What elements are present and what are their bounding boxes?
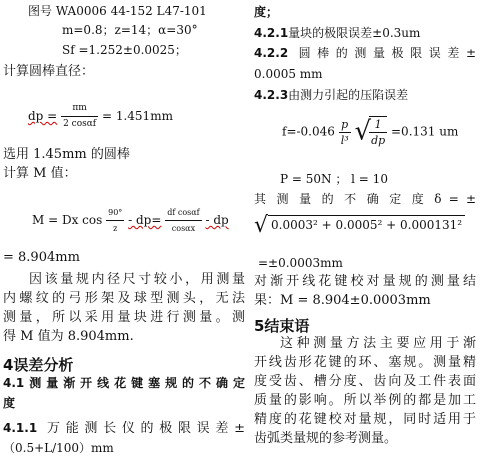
calc-diameter-heading: 计算圆棒直径： xyxy=(3,64,95,79)
para-line: 内螺纹的弓形架及球型测头，无法 xyxy=(3,291,245,306)
m-eq-fraction2 xyxy=(165,205,201,236)
section-4-heading: 4误差分析 xyxy=(3,356,74,374)
m-eq-lhs: M = Dx cos xyxy=(32,213,103,227)
result-line: 果：M = 8.904±0.0003mm xyxy=(254,293,431,308)
uncertainty-result: =±0.0003mm xyxy=(258,256,343,270)
section-4-1-heading xyxy=(3,376,245,411)
para-line: 这种测量方法主要应用于渐 xyxy=(280,336,476,351)
f-eq-root-fraction xyxy=(369,116,387,148)
m-eq-frac1-den: z xyxy=(113,224,118,233)
f-eq-p-fraction xyxy=(339,117,351,148)
f-eq-p-den: l³ xyxy=(340,133,349,147)
figure-number: 图号 WA0006 44-152 L47-101 xyxy=(28,4,207,18)
para-line: 因该量规内径尺寸较小，用测量 xyxy=(29,272,245,287)
dp-numerator: πm xyxy=(61,101,98,117)
dp-equation xyxy=(28,101,173,132)
m-eq-frac1-num: 90° xyxy=(106,205,124,221)
para-line: 度受齿、槽分度、齿向及工件表面 xyxy=(254,374,476,389)
dp-denominator: 2 cosαf xyxy=(63,119,97,129)
dp-rhs: = 1.451mm xyxy=(101,109,173,123)
section-4-2-2-line1: 4.2.2 圆棒的测量极限误差± xyxy=(254,46,476,60)
m-eq-frac2-den: cosαx xyxy=(171,224,196,233)
para-line: 得 M 值为 8.904mm. xyxy=(3,329,134,344)
m-equation xyxy=(32,205,229,236)
result-line: 对渐开线花键校对量规的测量结 xyxy=(254,274,476,289)
f-eq-lhs: f=-0.046 xyxy=(282,124,335,139)
rod-choice: 选用 1.45mm 的圆棒 xyxy=(3,147,130,162)
tooth-thickness-parameter: Sf =1.252±0.0025； xyxy=(62,43,187,57)
para-line: 精度的花键校对量规，同时适用于 xyxy=(254,412,476,427)
f-eq-root-num: 1 xyxy=(369,117,387,133)
para-line: 质量的影响。所以举例的都是加工 xyxy=(254,393,476,408)
sqrt-icon: √ xyxy=(354,116,372,147)
m-result: = 8.904mm xyxy=(3,250,80,265)
m-eq-fraction1 xyxy=(106,205,124,236)
sqrt-expression xyxy=(254,213,465,238)
result-statement xyxy=(254,274,476,309)
f-eq-root-den: dp xyxy=(371,134,386,147)
measurement-paragraph xyxy=(3,272,245,345)
heading-line: 4.1测量渐开线花键塞规的不确定 xyxy=(3,376,245,390)
conclusion-paragraph xyxy=(254,336,476,447)
section-4-1-1-line2: （0.5+L/100）mm xyxy=(3,441,114,455)
para-line: 开线齿形花键的环、塞规。测量精 xyxy=(254,355,476,370)
force-parameters: P = 50N ； l = 10 xyxy=(280,172,388,186)
m-eq-frac2-num: df cosαf xyxy=(165,205,201,221)
dp-lhs: dp = xyxy=(28,109,58,123)
uncertainty-line: 其 测 量 的 不 确 定 度 δ = ± xyxy=(254,192,476,206)
heading-line: 度 xyxy=(3,396,16,410)
section-5-heading: 5结束语 xyxy=(254,317,310,335)
para-line: 齿弧类量规的参考测量。 xyxy=(254,431,398,446)
section-4-2-3: 4.2.3由测力引起的压陷误差 xyxy=(254,88,409,102)
m-eq-mid: - dp= xyxy=(128,213,162,227)
section-4-1-1-line1: 4.1.1 万能测长仪的极限误差± xyxy=(3,421,245,436)
degree-fragment: 度； xyxy=(254,5,279,19)
para-line: 测量，所以采用量块进行测量。测 xyxy=(3,310,245,325)
section-4-2-1: 4.2.1量块的极限误差±0.3um xyxy=(254,26,421,40)
f-eq-p-num: p xyxy=(339,117,351,133)
m-eq-tail: - dp xyxy=(205,213,229,227)
calc-m-heading: 计算 M 值： xyxy=(3,166,77,181)
f-eq-rhs: =0.131 um xyxy=(391,124,459,139)
section-4-2-2-line2: 0.0005 mm xyxy=(254,67,323,81)
sqrt-icon: √ xyxy=(254,213,269,238)
gear-parameters: m=0.8；z=14；α=30° xyxy=(62,23,198,37)
sqrt-radicand: 0.0003² + 0.0005² + 0.000131² xyxy=(268,215,465,232)
dp-fraction xyxy=(61,101,98,132)
f-equation xyxy=(282,116,458,148)
